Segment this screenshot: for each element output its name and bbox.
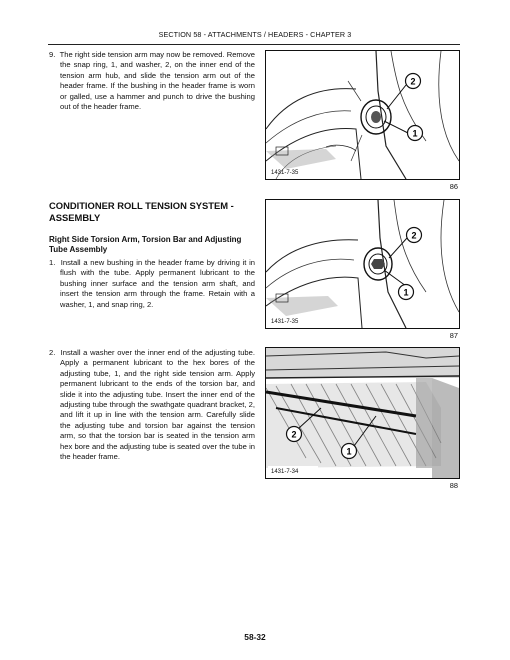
figure-number: 86 [449, 182, 458, 191]
callout-label: 2 [291, 429, 297, 440]
figure-code: 1431-7-35 [271, 319, 299, 325]
figure-code: 1431-7-35 [271, 170, 299, 176]
figure-86 [265, 50, 460, 180]
figure-number: 87 [449, 331, 458, 340]
figure-86-illustration [266, 51, 459, 179]
section-title: CONDITIONER ROLL TENSION SYSTEM - ASSEMBLY [49, 200, 234, 223]
figure-number: 88 [449, 481, 458, 490]
figure-87 [265, 199, 460, 329]
step-1-paragraph: 1. Install a new bushing in the header frame by driving it in flush with the tube. Apply permanent lubricant to the bushing inner surface and the tension arm shaft, and insert the tension arm through the frame. Retain with a washer, 1, and snap ring, 2. [49, 258, 255, 309]
step-9-text [49, 50, 255, 112]
figure-code: 1431-7-34 [271, 469, 299, 475]
section-header: SECTION 58 - ATTACHMENTS / HEADERS - CHAPTER 3 [158, 30, 352, 39]
header-rule [48, 44, 460, 45]
page-number: 58-32 [244, 632, 266, 642]
callout-label: 1 [346, 446, 352, 457]
callout-label: 2 [411, 230, 417, 241]
figure-88 [265, 347, 460, 479]
step-9-paragraph: 9. The right side tension arm may now be removed. Remove the snap ring, 1, and washer, 2, on the inner end of the tension arm hub, and slide the tension arm out of the header frame. If the bushing in the header frame is worn or galled, use a hammer and punch to drive the bushing out of the header frame. [49, 50, 255, 112]
step-2-paragraph: 2. Install a washer over the inner end of the adjusting tube. Apply a permanent lubricant to the hex bores of the adjusting tube, 1, and the right side tension arm. Apply permanent lubricant to the ends of the torsion bar, and slide it into the adjusting tube. Insert the inner end of the adjusting tube through the swathgate quadrant bracket, 2, and lift it up in line with the tension arm. Carefully slide the adjusting tube and torsion bar against the tension arm, so that the torsion bar is seated in the tension arm hex bore and the adjusting tube is seated over the tube in the header frame. [49, 348, 255, 462]
figure-87-illustration [266, 200, 459, 328]
callout-label: 1 [403, 287, 409, 298]
figure-88-illustration [266, 348, 459, 478]
callout-label: 1 [412, 128, 418, 139]
subsection-title: Right Side Torsion Arm, Torsion Bar and Adjusting Tube Assembly [49, 235, 242, 255]
callout-label: 2 [410, 76, 416, 87]
step-2-text [49, 348, 255, 462]
step-1-text [49, 258, 255, 310]
